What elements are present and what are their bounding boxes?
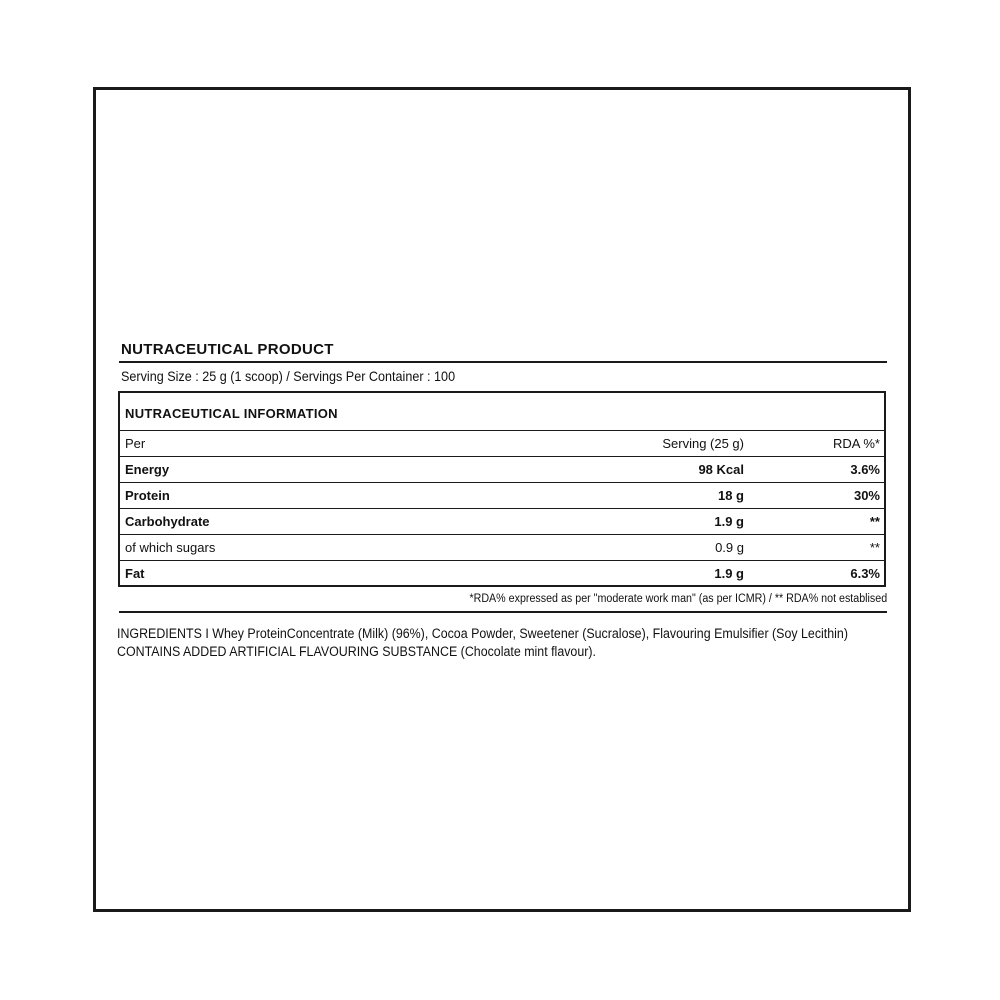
flavouring-statement: CONTAINS ADDED ARTIFICIAL FLAVOURING SUBSTANCE (Chocolate mint flavour). [117,644,596,659]
row-label: Energy [125,462,170,477]
header-rda: RDA %* [833,436,880,451]
ingredients-block [117,625,848,661]
row-label: Protein [125,488,170,503]
row-rda: ** [869,514,880,529]
row-rda: ** [869,540,880,555]
row-serving: 0.9 g [715,540,744,555]
row-label: Carbohydrate [125,514,210,529]
row-serving: 98 Kcal [698,462,744,477]
header-serving: Serving (25 g) [662,436,744,451]
row-serving: 1.9 g [714,514,744,529]
row-rda: 3.6% [850,462,880,477]
ingredients-line: INGREDIENTS I Whey ProteinConcentrate (Milk) (96%), Cocoa Powder, Sweetener (Sucralose), Flavouring Emulsifier (Soy Lecithin) [117,626,848,641]
table-header-row [120,431,884,457]
footnote-divider [119,611,887,613]
table-row [120,483,884,509]
row-label: Fat [125,566,145,581]
row-serving: 18 g [717,488,744,503]
table-row [120,457,884,483]
rda-footnote: *RDA% expressed as per "moderate work man" (as per ICMR) / ** RDA% not establised [469,593,887,605]
table-row [120,561,884,585]
table-row [120,509,884,535]
table-title: NUTRACEUTICAL INFORMATION [120,393,884,431]
row-label: of which sugars [125,540,216,555]
title-divider [119,361,887,363]
row-serving: 1.9 g [714,566,744,581]
row-rda: 30% [853,488,880,503]
table-row [120,535,884,561]
serving-info: Serving Size : 25 g (1 scoop) / Servings Per Container : 100 [121,368,456,384]
row-rda: 6.3% [850,566,880,581]
nutrition-table [118,391,886,587]
header-per: Per [125,436,146,451]
product-title: NUTRACEUTICAL PRODUCT [121,341,334,358]
